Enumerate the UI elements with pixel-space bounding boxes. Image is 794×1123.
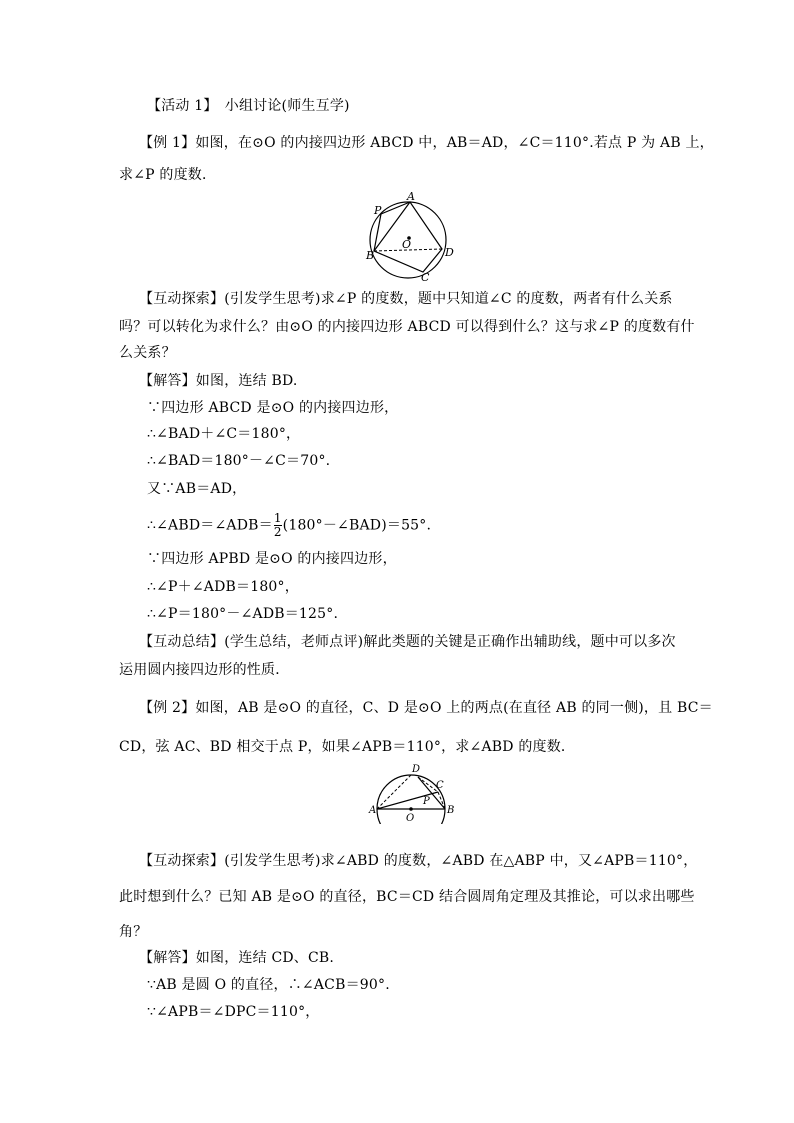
- example1-statement-line2: 求∠P 的度数．: [119, 167, 217, 183]
- example1-step7: ∴∠P＋∠ADB＝180°，: [147, 579, 299, 595]
- fraction-one-half: [274, 512, 282, 539]
- example1-step5: [147, 512, 431, 539]
- fig2-label-d: D: [412, 764, 421, 775]
- example2-explore-line3: 角？: [119, 924, 148, 940]
- fraction-denominator: 2: [273, 525, 282, 539]
- fig2-label-c: C: [436, 780, 444, 791]
- fig2-label-p: P: [423, 796, 430, 807]
- fraction-numerator: 1: [273, 511, 282, 525]
- fig1-label-a: A: [407, 190, 415, 203]
- example1-step6: ∵四边形 APBD 是⊙O 的内接四边形，: [147, 551, 397, 567]
- fig1-label-p: P: [374, 204, 382, 217]
- example1-explore-line1: 【互动探索】(引发学生思考)求∠P 的度数，题中只知道∠C 的度数，两者有什么关系: [139, 291, 673, 307]
- fig2-label-a: A: [369, 805, 377, 816]
- example2-answer-heading: 【解答】如图，连结 CD、CB.: [139, 950, 335, 966]
- example1-explore-line2: 吗？可以转化为求什么？由⊙O 的内接四边形 ABCD 可以得到什么？这与求∠P 的度数有什: [119, 319, 695, 335]
- example1-circle-figure: [362, 188, 462, 284]
- fig1-label-b: B: [366, 249, 375, 262]
- example1-step3: ∴∠BAD＝180°－∠C＝70°.: [147, 453, 331, 469]
- fig1-label-o: O: [402, 238, 412, 251]
- activity-heading: 【活动 1】 小组讨论(师生互学): [147, 98, 350, 114]
- example2-explore-line1: 【互动探索】(引发学生思考)求∠ABD 的度数，∠ABD 在△ABP 中，又∠APB＝110°，: [139, 853, 698, 869]
- example2-circle-figure: [366, 762, 466, 824]
- example1-step2: ∴∠BAD＋∠C＝180°，: [147, 426, 301, 442]
- example1-step8: ∴∠P＝180°－∠ADB＝125°.: [147, 606, 339, 622]
- example2-step2: ∵∠APB＝∠DPC＝110°，: [147, 1004, 320, 1020]
- example2-statement-line1: 【例 2】如图，AB 是⊙O 的直径，C、D 是⊙O 上的两点(在直径 AB 的同一侧)，且 BC＝: [139, 700, 713, 716]
- example2-step1: ∵AB 是圆 O 的直径，∴∠ACB＝90°.: [147, 977, 390, 993]
- fig2-label-b: B: [447, 805, 455, 816]
- example2-statement-line2: CD，弦 AC、BD 相交于点 P，如果∠APB＝110°，求∠ABD 的度数．: [119, 739, 576, 755]
- example1-step4: 又∵AB＝AD，: [147, 481, 247, 497]
- example1-summary-line2: 运用圆内接四边形的性质．: [119, 662, 290, 678]
- fig2-label-o: O: [406, 813, 415, 824]
- fig1-label-d: D: [445, 246, 454, 259]
- fig1-label-c: C: [421, 271, 430, 284]
- example2-explore-line2: 此时想到什么？已知 AB 是⊙O 的直径，BC＝CD 结合圆周角定理及其推论，可以求出哪些: [119, 889, 695, 905]
- example1-step5-prefix: ∴∠ABD＝∠ADB＝: [147, 517, 273, 534]
- example1-explore-line3: 么关系？: [119, 345, 176, 361]
- example1-step5-suffix: (180°－∠BAD)＝55°.: [282, 517, 432, 534]
- example1-statement-line1: 【例 1】如图，在⊙O 的内接四边形 ABCD 中，AB＝AD，∠C＝110°.若点 P 为 AB 上，: [139, 135, 714, 151]
- example1-summary-line1: 【互动总结】(学生总结，老师点评)解此类题的关键是正确作出辅助线，题中可以多次: [139, 634, 676, 650]
- example1-step1: ∵四边形 ABCD 是⊙O 的内接四边形，: [147, 400, 399, 416]
- example1-answer-heading: 【解答】如图，连结 BD.: [139, 373, 298, 389]
